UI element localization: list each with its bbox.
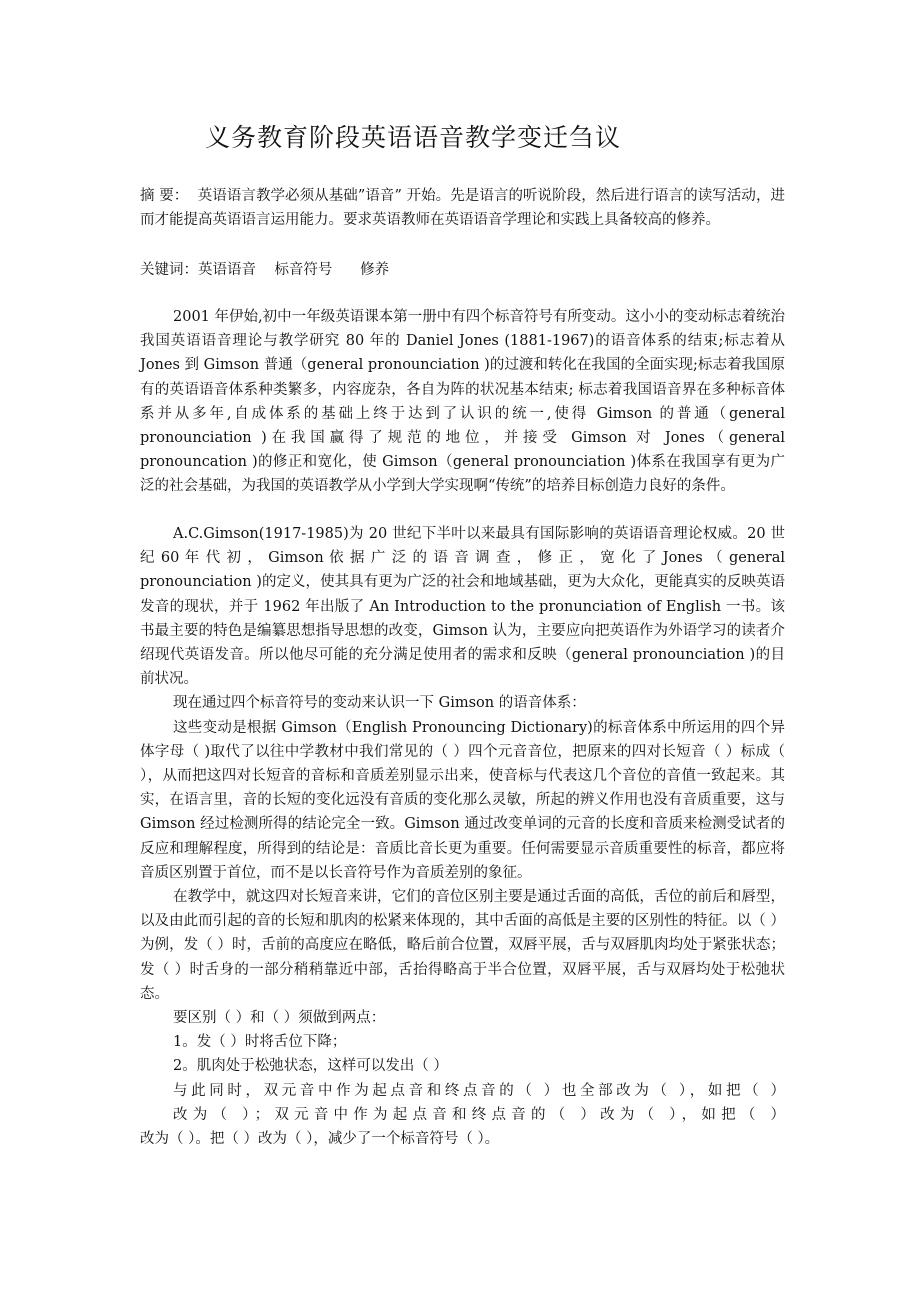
abstract-label: 摘 要： <box>140 188 189 204</box>
page-title: 义务教育阶段英语语音教学变迁刍议 <box>205 123 622 152</box>
keywords-section <box>140 258 785 282</box>
body-section-1 <box>140 305 785 499</box>
keyword-item: 标音符号 <box>274 262 333 278</box>
body-line: 改为（ ）；双元音中作为起点音和终点音的（ ）改为（ ），如把（ ） <box>173 1106 785 1123</box>
body-paragraph: 在教学中，就这四对长短音来讲，它们的音位区别主要是通过舌面的高低，舌位的前后和唇型，以及由此而引起的音的长短和肌肉的松紧来体现的，其中舌面的高低是主要的区别性的特征。以（ ）为例，发（ ）时，舌前的高度应在略低，略后前合位置，双唇平展，舌与双唇肌肉均处于紧张状态；发（ ）时舌身的一部分稍稍靠近中部，舌抬得略高于半合位置，双唇平展，舌与双唇均处于松弛状态。 <box>140 889 785 1002</box>
keyword-item: 修养 <box>360 262 390 278</box>
body-paragraph: 要区别（ ）和（ ）须做到两点： <box>173 1010 386 1027</box>
body-line: 改为（ ）。把（ ）改为（ ），减少了一个标音符号（ ）。 <box>140 1131 500 1148</box>
abstract-section <box>140 184 785 232</box>
body-paragraph: 现在通过四个标音符号的变动来认识一下 Gimson 的语音体系： <box>173 695 586 712</box>
body-paragraph: 这些变动是根据 Gimson（English Pronouncing Dictionary)的标音体系中所运用的四个异体字母（ )取代了以往中学教材中我们常见的（ ）四个元音音位，把原来的四对长短音（ ）标成（ ），从而把这四对长短音的音标和音质差别显示出来，使音标与代表这几个音位的音值一致起来。其实，在语言里，音的长短的变化远没有音质的变化那么灵敏，所起的辨义作用也没有音质重要，这与 Gimson 经过检测所得的结论完全一致。Gimson 通过改变单词的元音的长度和音质来检测受试者的反应和理解程度，所得到的结论是：音质比音长更为重要。任何需要显示音质重要性的标音，都应将音质区别置于首位，而不是以长音符号作为音质差别的象征。 <box>140 719 785 881</box>
body-paragraph: 1。发（ ）时将舌位下降； <box>173 1034 347 1051</box>
body-section-2 <box>140 522 785 1151</box>
keywords-label: 关键词： <box>140 262 198 278</box>
body-line: 与此同时，双元音中作为起点音和终点音的（ ）也全部改为（ ），如把（ ） <box>173 1082 785 1099</box>
abstract-paragraph <box>140 184 785 232</box>
body-paragraph: A.C.Gimson(1917-1985)为 20 世纪下半叶以来最具有国际影响的英语语音理论权威。20 世 纪 60 年 代 初 ， Gimson 依 据 广 泛 的 语 音 调 查 ， 修 正 ， 宽 化 了 Jones （ general pronounciation )的定义，使其具有更为广泛的社会和地域基础，更为大众化，更能真实的反映英语发音的现状，并于 1962 年出版了 An Introduction to the pronunciation of English 一书。该书最主要的特色是编纂思想指导思想的改变，Gimson 认为，主要应向把英语作为外语学习的读者介绍现代英语发音。所以他尽可能的充分满足使用者的需求和反映（general pronounciation )的目前状况。 <box>140 526 785 688</box>
body-paragraph <box>140 1103 785 1127</box>
body-paragraph <box>140 1079 785 1103</box>
keyword-item: 英语语音 <box>198 262 256 278</box>
body-paragraph: 2001 年伊始,初中一年级英语课本第一册中有四个标音符号有所变动。这小小的变动标志着统治我国英语语音理论与教学研究 80 年的 Daniel Jones (1881-1967)的语音体系的结束;标志着从 Jones 到 Gimson 普通（general pronounciation )的过渡和转化在我国的全面实现;标志着我国原有的英语语音体系种类繁多，内容庞杂，各自为阵的状况基本结束; 标志着我国语音界在多种标音体系并从多年,自成体系的基础上终于达到了认识的统一,使得 Gimson 的普通（general pronounciation )在我国赢得了规范的地位，并接受 Gimson 对 Jones（general pronouncation )的修正和宽化，使 Gimson（general pronounciation )体系在我国享有更为广泛的社会基础，为我国的英语教学从小学到大学实现啊“传统”的培养目标创造力良好的条件。 <box>140 309 785 495</box>
abstract-text: 英语语言教学必须从基础”语音” 开始。先是语言的听说阶段，然后进行语言的读写活动，进而才能提高英语语言运用能力。要求英语教师在英语语音学理论和实践上具备较高的修养。 <box>140 188 786 229</box>
body-paragraph <box>140 1127 785 1151</box>
body-paragraph: 2。肌肉处于松弛状态，这样可以发出（ ） <box>173 1058 448 1075</box>
